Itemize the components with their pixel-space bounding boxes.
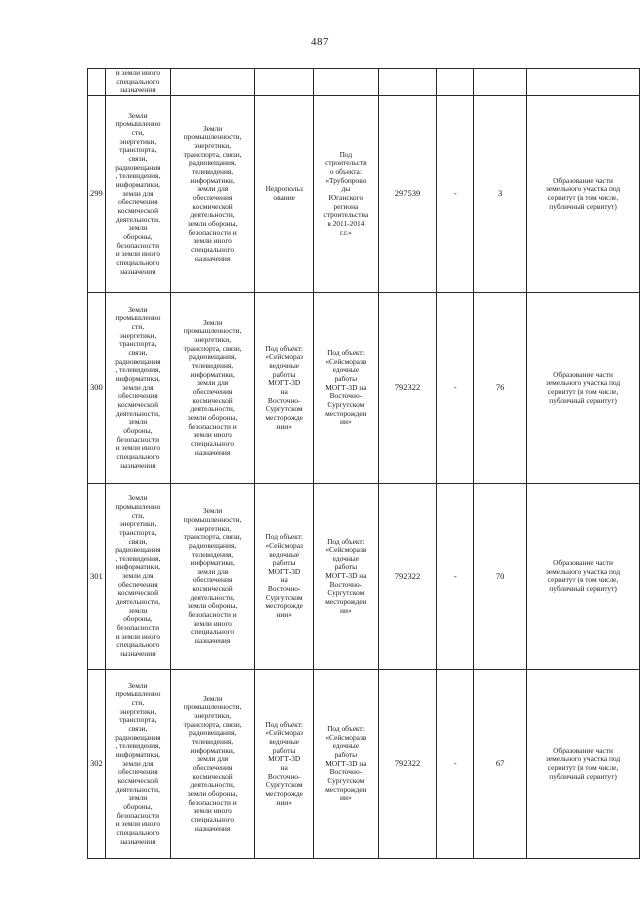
cell-area: 70 [474,483,527,669]
cell-code: 792322 [378,669,437,858]
page-number: 487 [311,36,329,48]
cell-use: Недропольз ование [255,95,314,292]
table-row-continuation [88,69,640,96]
land-plots-table [87,68,640,859]
cell-note: Образование части земельного участка под сервитут (в том числе, публичный сервитут) [527,483,640,669]
cell-area: 76 [474,292,527,483]
cell-object: Под объект: «Сейсморазв едочные работы МОГТ-3D на Восточно- Сургутском месторожден ии» [314,292,378,483]
cell-dash: - [437,95,474,292]
cell-note: Образование части земельного участка под сервитут (в том числе, публичный сервитут) [527,669,640,858]
cell-area: 3 [474,95,527,292]
cell-dash [437,69,474,96]
cell-area [474,69,527,96]
cell-category-short: Земли промышленно сти, энергетики, транспорта, связи, радиовещания , телевидения, информатики, земли для обеспечения космической деятельности, земли обороны, безопасности и земли иного специального назначения [105,483,170,669]
cell-dash: - [437,483,474,669]
cell-code [378,69,437,96]
cell-category-short: Земли промышленно сти, энергетики, транспорта, связи, радиовещания , телевидения, информатики, земли для обеспечения космической деятельности, земли обороны, безопасности и земли иного специального назначения [105,669,170,858]
cell-object: Под объект: «Сейсморазв едочные работы МОГТ-3D на Восточно- Сургутском месторожден ии» [314,669,378,858]
table-row [88,669,640,858]
cell-num: 302 [88,669,106,858]
cell-use: Под объект: «Сейсмораз ведочные работы МОГТ-3D на Восточно- Сургутском месторожде нии» [255,669,314,858]
cell-use: Под объект: «Сейсмораз ведочные работы МОГТ-3D на Восточно- Сургутском месторожде нии» [255,292,314,483]
cell-use: Под объект: «Сейсмораз ведочные работы МОГТ-3D на Восточно- Сургутском месторожде нии» [255,483,314,669]
cell-category-short: и земли иного специального назначения [105,69,170,96]
cell-num: 299 [88,95,106,292]
cell-object [314,69,378,96]
cell-object: Под строительств о объекта: «Трубопрово ды Юганского региона строительства в 2011-2014 г.г.» [314,95,378,292]
table-row [88,483,640,669]
table-row [88,95,640,292]
cell-object: Под объект: «Сейсморазв едочные работы МОГТ-3D на Восточно- Сургутском месторожден ии» [314,483,378,669]
cell-num: 301 [88,483,106,669]
cell-area: 67 [474,669,527,858]
cell-note: Образование части земельного участка под сервитут (в том числе, публичный сервитут) [527,95,640,292]
cell-category-full: Земли промышленности, энергетики, транспорта, связи, радиовещания, телевидения, информатики, земли для обеспечения космической деятельности, земли обороны, безопасности и земли иного специального назначения [171,95,255,292]
cell-category-full: Земли промышленности, энергетики, транспорта, связи, радиовещания, телевидения, информатики, земли для обеспечения космической деятельности, земли обороны, безопасности и земли иного специального назначения [171,292,255,483]
cell-category-full: Земли промышленности, энергетики, транспорта, связи, радиовещания, телевидения, информатики, земли для обеспечения космической деятельности, земли обороны, безопасности и земли иного специального назначения [171,483,255,669]
cell-category-short: Земли промышленно сти, энергетики, транспорта, связи, радиовещания , телевидения, информатики, земли для обеспечения космической деятельности, земли обороны, безопасности и земли иного специального назначения [105,95,170,292]
cell-code: 297539 [378,95,437,292]
cell-category-full [171,69,255,96]
cell-code: 792322 [378,483,437,669]
cell-category-short: Земли промышленно сти, энергетики, транспорта, связи, радиовещания , телевидения, информатики, земли для обеспечения космической деятельности, земли обороны, безопасности и земли иного специального назначения [105,292,170,483]
cell-code: 792322 [378,292,437,483]
table-row [88,292,640,483]
cell-dash: - [437,669,474,858]
cell-num: 300 [88,292,106,483]
cell-dash: - [437,292,474,483]
cell-use [255,69,314,96]
cell-note: Образование части земельного участка под сервитут (в том числе, публичный сервитут) [527,292,640,483]
cell-note [527,69,640,96]
cell-num [88,69,106,96]
cell-category-full: Земли промышленности, энергетики, транспорта, связи, радиовещания, телевидения, информатики, земли для обеспечения космической деятельности, земли обороны, безопасности и земли иного специального назначения [171,669,255,858]
